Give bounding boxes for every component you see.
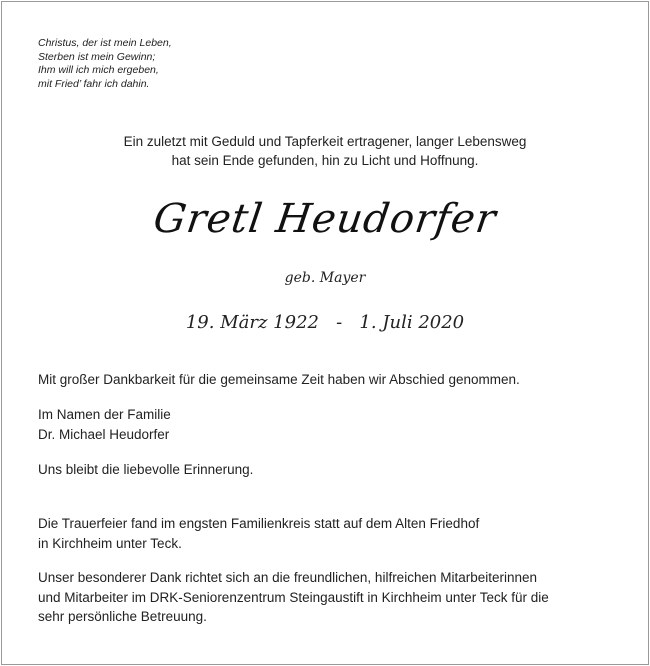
gratitude-line: Mit großer Dankbarkeit für die gemeinsame Zeit haben wir Abschied genommen. — [38, 372, 520, 387]
verse-line: mit Fried’ fahr ich dahin. — [38, 77, 150, 90]
verse-line: Sterben ist mein Gewinn; — [38, 50, 156, 63]
memory-line: Uns bleibt die liebevolle Erinnerung. — [38, 462, 254, 477]
gratitude-text — [38, 370, 618, 390]
intro-line: hat sein Ende gefunden, hin zu Licht und Hoffnung. — [171, 153, 479, 168]
signatory-name: Dr. Michael Heudorfer — [38, 426, 170, 442]
thanks-line: Unser besonderer Dank richtet sich an die freundlichen, hilfreichen Mitarbeiterinnen — [38, 570, 538, 585]
thanks-line: sehr persönliche Betreuung. — [38, 609, 207, 624]
notice-border — [1, 1, 649, 665]
intro-line: Ein zuletzt mit Geduld und Tapferkeit ertragener, langer Lebensweg — [123, 134, 527, 149]
born-name: geb. Mayer — [284, 270, 366, 286]
funeral-line: in Kirchheim unter Teck. — [38, 535, 182, 551]
verse-line: Ihm will ich mich ergeben, — [38, 64, 159, 76]
family-signature — [38, 405, 618, 444]
funeral-notice — [38, 514, 618, 553]
life-dates: 19. März 1922 - 1. Juli 2020 — [185, 312, 465, 333]
thanks-text — [38, 568, 618, 627]
intro-text — [0, 132, 650, 170]
funeral-line: Die Trauerfeier fand im engsten Familienkreis statt auf dem Alten Friedhof — [38, 516, 480, 531]
thanks-line: und Mitarbeiter im DRK-Seniorenzentrum Steingaustift in Kirchheim unter Teck für die — [38, 589, 549, 605]
memory-text — [38, 460, 618, 480]
deceased-name: Gretl Heudorfer — [150, 196, 500, 242]
family-line: Im Namen der Familie — [38, 407, 171, 422]
verse-line: Christus, der ist mein Leben, — [38, 37, 172, 49]
bible-verse — [38, 37, 172, 91]
